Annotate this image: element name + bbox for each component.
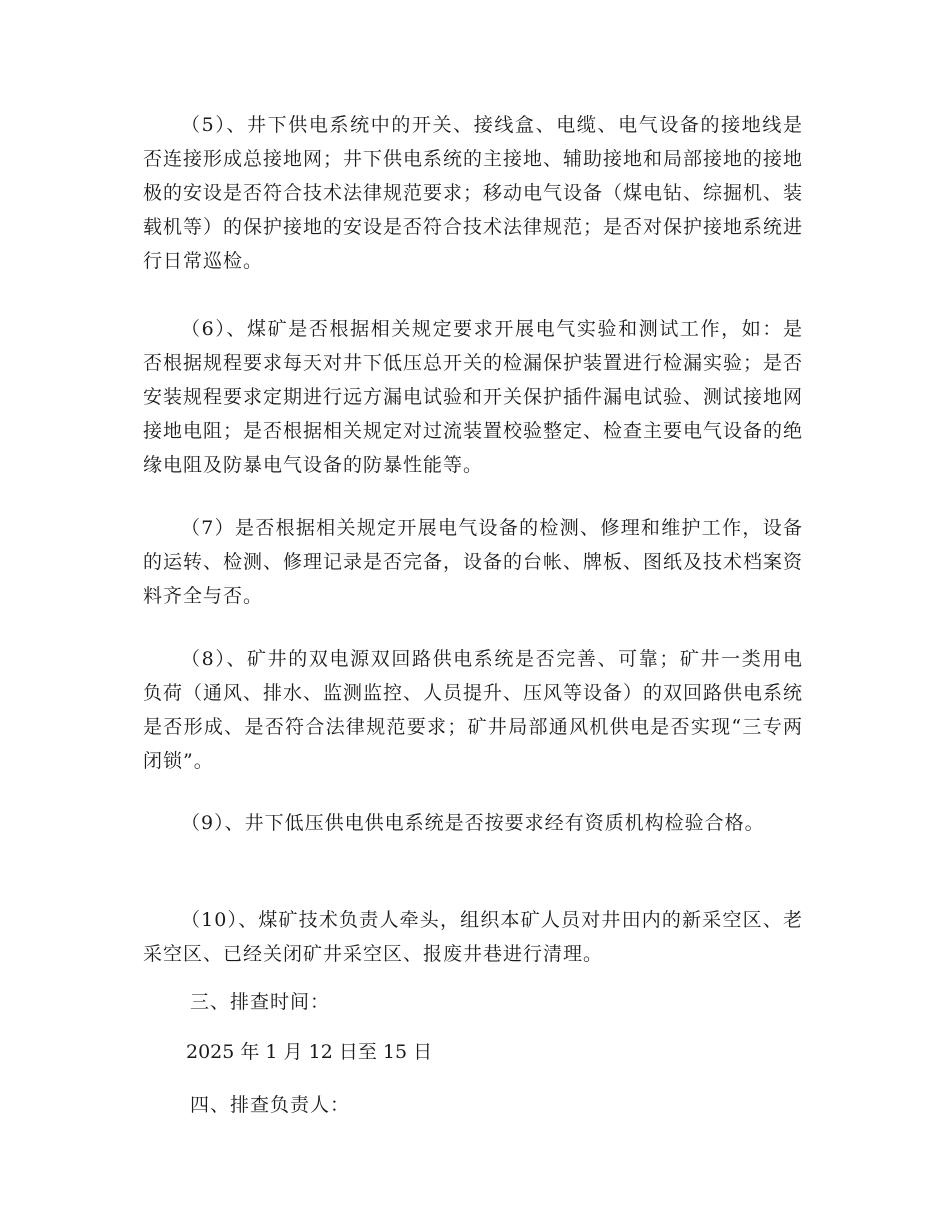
section-heading-schedule: 三、排查时间：: [190, 991, 331, 1013]
paragraph-item-7: （7）是否根据相关规定开展电气设备的检测、修理和维护工作，设备的运转、检测、修理记录是否完备，设备的台帐、牌板、图纸及技术档案资料齐全与否。: [143, 517, 804, 607]
paragraph-item-10: （10）、煤矿技术负责人牵头，组织本矿人员对井田内的新采空区、老采空区、已经关闭矿井采空区、报废井巷进行清理。: [143, 909, 803, 965]
section-heading-responsible: 四、排查负责人：: [190, 1094, 351, 1116]
paragraph-item-5: （5）、井下供电系统中的开关、接线盒、电缆、电气设备的接地线是否连接形成总接地网；井下供电系统的主接地、辅助接地和局部接地的接地极的安设是否符合技术法律规范要求；移动电气设备（煤电钻、综掘机、装载机等）的保护接地的安设是否符合技术法律规范；是否对保护接地系统进行日常巡检。: [143, 114, 804, 272]
paragraph-item-9: （9）、井下低压供电供电系统是否按要求经有资质机构检验合格。: [181, 812, 765, 834]
paragraph-item-8: （8）、矿井的双电源双回路供电系统是否完善、可靠；矿井一类用电负荷（通风、排水、监测监控、人员提升、压风等设备）的双回路供电系统是否形成、是否符合法律规范要求；矿井局部通风机供电是否实现“三专两闭锁”。: [143, 648, 804, 772]
paragraph-item-6: （6）、煤矿是否根据相关规定要求开展电气实验和测试工作，如：是否根据规程要求每天对井下低压总开关的检漏保护装置进行检漏实验；是否安装规程要求定期进行远方漏电试验和开关保护插件漏电试验、测试接地网接地电阻；是否根据相关规定对过流装置校验整定、检查主要电气设备的绝缘电阻及防暴电气设备的防暴性能等。: [143, 318, 804, 476]
schedule-date-range: 2025 年 1 月 12 日至 15 日: [186, 1041, 433, 1063]
